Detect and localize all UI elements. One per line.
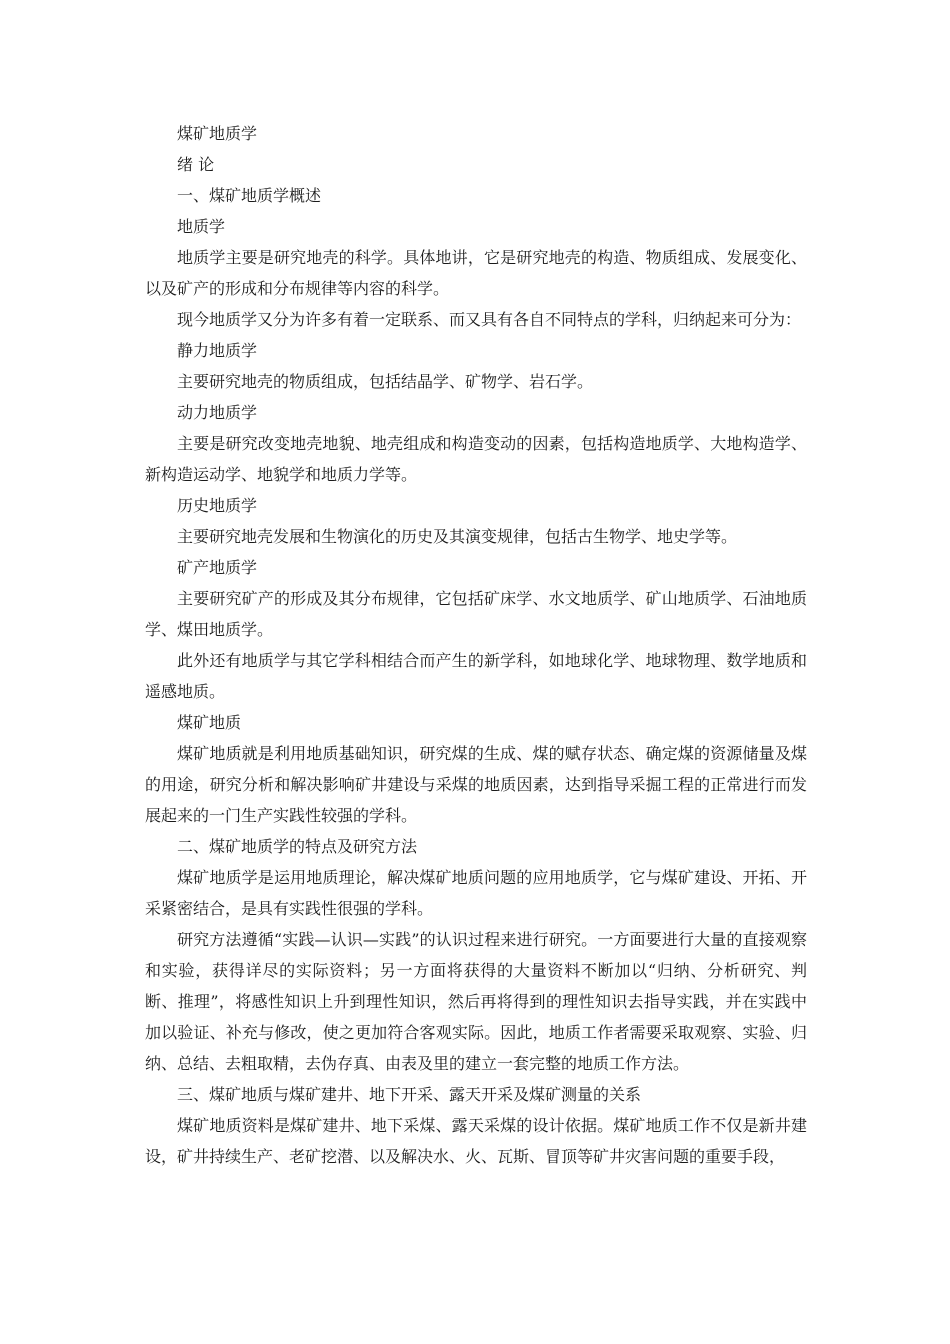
subheading: 矿产地质学 (177, 558, 258, 577)
paragraph: 研究方法遵循“实践—认识—实践”的认识过程来进行研究。一方面要进行大量的直接观察和实验，获得详尽的实际资料；另一方面将获得的大量资料不断加以“归纳、分析研究、判断、推理”，将感性知识上升到理性知识，然后再将得到的理性知识去指导实践，并在实践中加以验证、补充与修改，使之更加符合客观实际。因此，地质工作者需要采取观察、实验、归纳、总结、去粗取精，去伪存真、由表及里的建立一套完整的地质工作方法。 (145, 930, 807, 1073)
paragraph: 煤矿地质学是运用地质理论，解决煤矿地质问题的应用地质学，它与煤矿建设、开拓、开采紧密结合，是具有实践性很强的学科。 (145, 868, 807, 918)
subheading: 静力地质学 (177, 341, 258, 360)
subheading: 历史地质学 (177, 496, 258, 515)
subheading: 煤矿地质 (177, 713, 242, 732)
paragraph: 现今地质学又分为许多有着一定联系、而又具有各自不同特点的学科，归纳起来可分为： (177, 310, 802, 329)
paragraph: 地质学主要是研究地壳的科学。具体地讲，它是研究地壳的构造、物质组成、发展变化、以及矿产的形成和分布规律等内容的科学。 (145, 248, 807, 298)
paragraph: 主要研究地壳的物质组成，包括结晶学、矿物学、岩石学。 (177, 372, 594, 391)
section-heading: 一、煤矿地质学概述 (177, 186, 322, 205)
document-title: 煤矿地质学 (177, 124, 258, 143)
paragraph: 煤矿地质就是利用地质基础知识，研究煤的生成、煤的赋存状态、确定煤的资源储量及煤的用途，研究分析和解决影响矿井建设与采煤的地质因素，达到指导采掘工程的正常进行而发展起来的一门生产实践性较强的学科。 (145, 744, 807, 825)
paragraph: 主要是研究改变地壳地貌、地壳组成和构造变动的因素，包括构造地质学、大地构造学、新构造运动学、地貌学和地质力学等。 (145, 434, 807, 484)
paragraph: 主要研究地壳发展和生物演化的历史及其演变规律，包括古生物学、地史学等。 (177, 527, 738, 546)
document-body (145, 118, 807, 1172)
paragraph: 此外还有地质学与其它学科相结合而产生的新学科，如地球化学、地球物理、数学地质和遥感地质。 (145, 651, 807, 701)
section-heading: 二、煤矿地质学的特点及研究方法 (177, 837, 418, 856)
subheading: 地质学 (177, 217, 226, 236)
paragraph: 煤矿地质资料是煤矿建井、地下采煤、露天采煤的设计依据。煤矿地质工作不仅是新井建设，矿井持续生产、老矿挖潜、以及解决水、火、瓦斯、冒顶等矿井灾害问题的重要手段， (145, 1116, 807, 1166)
subheading: 动力地质学 (177, 403, 258, 422)
chapter-heading: 绪 论 (177, 155, 215, 174)
section-heading: 三、煤矿地质与煤矿建井、地下开采、露天开采及煤矿测量的关系 (177, 1085, 642, 1104)
paragraph: 主要研究矿产的形成及其分布规律，它包括矿床学、水文地质学、矿山地质学、石油地质学、煤田地质学。 (145, 589, 807, 639)
